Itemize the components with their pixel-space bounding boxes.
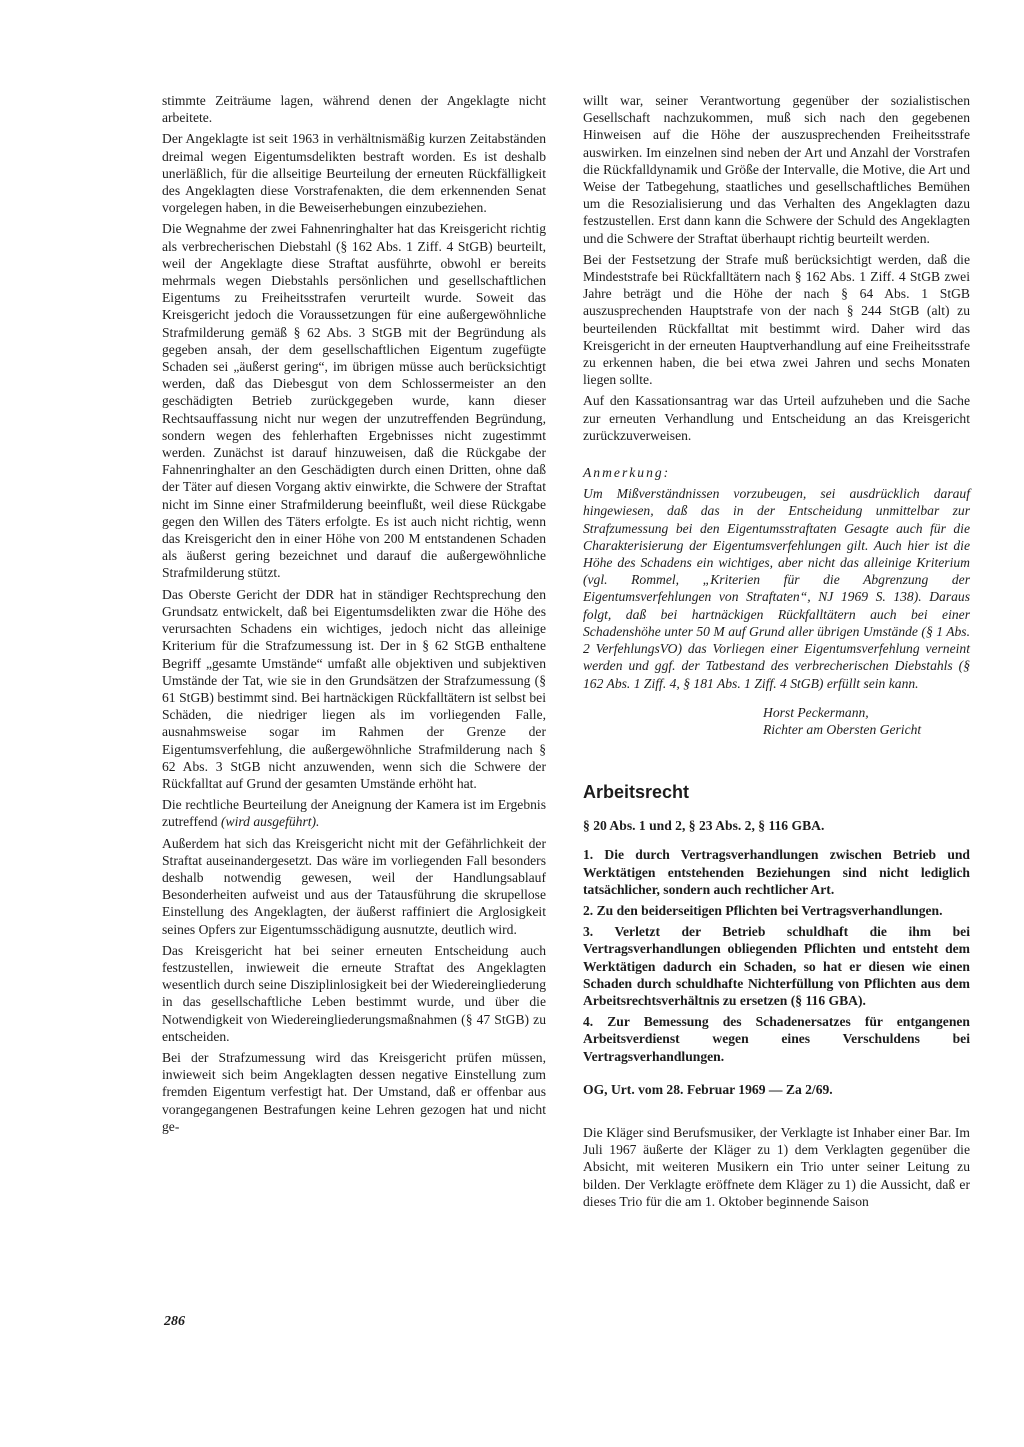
section-title: Arbeitsrecht [583, 782, 690, 803]
signature [583, 704, 970, 738]
headnotes [583, 846, 970, 1064]
paragraph: Auf den Kassationsantrag war das Urteil aufzuheben und die Sache zur erneuten Verhandlung und Entscheidung an das Kreisgericht zurückzuverweisen. [583, 393, 970, 443]
headnote: 4. Zur Bemessung des Schadenersatzes für entgangenen Arbeitsverdienst wegen eines Verschuldens bei Vertragsverhandlungen. [583, 1014, 970, 1064]
annotation-block [583, 464, 970, 738]
paragraph: Bei der Strafzumessung wird das Kreisgericht prüfen müssen, inwieweit sich beim Angeklagten dessen negative Einstellung zum fremden Eigentum verfestigt hat. Der Umstand, daß er offenbar aus vorangegangenen Bestrafungen keine Lehren gezogen hat und nicht ge- [162, 1049, 546, 1134]
paragraph: Der Angeklagte ist seit 1963 in verhältnismäßig kurzen Zeitabständen dreimal wegen Eigentumsdelikten bestraft worden. Es ist deshalb unerläßlich, für die allseitige Beurteilung der erneuten Rückfälligkeit des Angeklagten diese Vorstrafenakten, die dem erkennenden Senat vorgelegen haben, in die Beweiserhebungen einzubeziehen. [162, 131, 546, 216]
paragraph: Außerdem hat sich das Kreisgericht nicht mit der Gefährlichkeit der Straftat auseinandergesetzt. Das wäre im vorliegenden Fall besonders deshalb notwendig gewesen, weil der Handlungsablauf Besonderheiten aufweist und aus der Tatausführung die skrupellose Einstellung des Angeklagten, der äußerst raffiniert die Arglosigkeit seines Opfers zur Eigentumsschädigung ausnutzte, deutlich wird. [162, 835, 546, 937]
annotation-text: Um Mißverständnissen vorzubeugen, sei ausdrücklich darauf hingewiesen, daß das in der Entscheidung unmittelbar zur Strafzumessung bei den Eigentumsstraftaten Gesagte auch für die Charakterisierung der Eigentumsverfehlungen gilt. Auch hier ist die Höhe des Schadens ein wichtiges, aber nicht das alleinige Kriterium (vgl. Rommel, „Kriterien für die Abgrenzung der Eigentumsverfehlungen von Straftaten“, NJ 1969 S. 138). Daraus folgt, daß bei hartnäckigen Rückfalltätern auch bei einer Schadenshöhe unter 50 M auf Grund aller übrigen Umstände (§ 1 Abs. 2 VerfehlungsVO) das Vorliegen einer Eigentumsverfehlung verneint werden und ggf. der Tatbestand des verbrecherischen Diebstahls (§ 162 Abs. 1 Ziff. 4, § 181 Abs. 1 Ziff. 4 StGB) erfüllt sein kann. [583, 486, 970, 691]
right-column [583, 92, 970, 1214]
headnote: 3. Verletzt der Betrieb schuldhaft die ihm bei Vertragsverhandlungen obliegenden Pflichten und entsteht dem Werktätigen dadurch ein Schaden, so hat er diesen wie einen Schaden durch schuldhafte Nichterfüllung von Pflichten aus dem Arbeitsrechtsverhältnis zu ersetzen (§ 116 GBA). [583, 924, 970, 1008]
page-number: 286 [164, 1314, 185, 1329]
paragraph: Die Wegnahme der zwei Fahnenringhalter hat das Kreisgericht richtig als verbrecherischen Diebstahl (§ 162 Abs. 1 Ziff. 4 StGB) beurteilt, weil der Angeklagte diese Straftat ausführte, obwohl er bereits mehrmals wegen Diebstahls persönlichen und gesellschaftlichen Eigentums zu Freiheitsstrafen verurteilt wurde. Soweit das Kreisgericht jedoch die Voraussetzungen für eine außergewöhnliche Strafmilderung gemäß § 62 Abs. 3 StGB mit der Begründung als gegeben ansah, der dem gesellschaftlichen Eigentum zugefügte Schaden sei „äußerst gering“, im übrigen müsse auch berücksichtigt werden, daß das Diebesgut von dem Schlossermeister an den geschädigten Betrieb zurückgegeben wurde, kann dieser Rechtsauffassung nicht nur wegen der unzutreffenden Begründung, sondern wegen des fehlerhaften Ergebnisses nicht zugestimmt werden. Zunächst ist darauf hinzuweisen, daß die Rückgabe der Fahnenringhalter an den Geschädigten durch einen Dritten, ohne daß der Täter auf diesen Vorgang aktiv einwirkte, die Schwere der Straftat nicht im Sinne einer Strafmilderung beeinflußt, weil diese Rückgabe gegen den Willen des Täters erfolgte. Es ist auch nicht richtig, wenn das Kreisgericht den in einer Höhe von 200 M entstandenen Schaden als äußerst gering bezeichnet und darauf die außergewöhnliche Strafmilderung stützt. [162, 221, 546, 581]
paragraph-text: Die rechtliche Beurteilung der Aneignung der Kamera ist im Ergebnis zutreffend [162, 797, 546, 830]
paragraph: willt war, seiner Verantwortung gegenüber der sozialistischen Gesellschaft nachzukommen, muß sich nach den gegebenen Hinweisen auf die Höhe der auszusprechenden Freiheitsstrafe auswirken. Im einzelnen sind neben der Art und Anzahl der Vorstrafen die Rückfalldynamik und Größe der Intervalle, die Motive, die Art und Weise der Tatbegehung, staatliches und gesellschaftliches Bemühen um die Resozialisierung und das Verhalten des Angeklagten dazu festzustellen. Erst dann kann die Schwere der Schuld des Angeklagten und die Schwere der Straftat überhaupt richtig beurteilt werden. [583, 93, 970, 246]
paragraph: Bei der Festsetzung der Strafe muß berücksichtigt werden, daß die Mindeststrafe bei Rückfalltätern nach § 162 Abs. 1 Ziff. 4 StGB zwei Jahre beträgt und die Höhe der nach § 64 Abs. 1 StGB auszusprechenden Hauptstrafe von der nach § 244 StGB (alt) zu beurteilenden Rückfalltat mit bestimmt wird. Daher wird das Kreisgericht in der erneuten Hauptverhandlung auf eine Freiheitsstrafe zu erkennen haben, die bei etwa zwei Jahren und sechs Monaten liegen sollte. [583, 251, 970, 388]
paragraph: Das Kreisgericht hat bei seiner erneuten Entscheidung auch festzustellen, inwieweit die erneute Straftat des Angeklagten wesentlich durch seine Disziplinlosigkeit bei der Wiedereingliederung in das gesellschaftliche Leben bestimmt wurde, und über die Notwendigkeit von Wiedereingliederungsmaßnahmen (§ 47 StGB) zu entscheiden. [162, 942, 546, 1044]
paragraph-remark: (wird ausgeführt). [221, 814, 320, 830]
legal-norms: § 20 Abs. 1 und 2, § 23 Abs. 2, § 116 GBA. [583, 818, 825, 834]
headnote: 2. Zu den beiderseitigen Pflichten bei Vertragsverhandlungen. [583, 902, 943, 918]
left-column [162, 92, 546, 1139]
paragraph: Das Oberste Gericht der DDR hat in ständiger Rechtsprechung den Grundsatz entwickelt, daß bei Eigentumsdelikten zwar die Höhe des verursachten Schadens ein wichtiges, jedoch nicht das alleinige Kriterium für die Strafzumessung ist. Der in § 62 StGB enthaltene Begriff „gesamte Umstände“ umfaßt alle objektiven und subjektiven Umstände der Tat, wie sie in den Grundsätzen der Strafzumessung (§ 61 StGB) bestimmt sind. Bei hartnäckigen Rückfalltätern ist selbst bei Schäden, die niedriger liegen als im vorliegenden Falle, ausnahmsweise sogar im Rahmen der Grenze der Eigentumsverfehlung, die außergewöhnliche Strafmilderung nach § 62 Abs. 3 StGB nicht anzuwenden, wenn sich die Schwere der Rückfalltat auf Grund der gesamten Umstände erhöht hat. [162, 586, 546, 791]
signature-name: Horst Peckermann, [763, 704, 869, 720]
paragraph: stimmte Zeiträume lagen, während denen der Angeklagte nicht arbeitete. [162, 93, 546, 126]
headnote: 1. Die durch Vertragsverhandlungen zwischen Betrieb und Werktätigen entstehenden Beziehungen sind nicht lediglich tatsächlicher, sondern auch rechtlicher Art. [583, 847, 970, 897]
case-body: Die Kläger sind Berufsmusiker, der Verklagte ist Inhaber einer Bar. Im Juli 1967 äußerte der Kläger zu 1) dem Verklagten gegenüber die Absicht, mit weiteren Musikern ein Trio unter seiner Leitung zu bilden. Der Verklagte eröffnete dem Kläger zu 1) die Aussicht, daß er dieses Trio für die am 1. Oktober beginnende Saison [583, 1124, 970, 1209]
annotation-label: Anmerkung: [583, 465, 671, 481]
signature-role: Richter am Obersten Gericht [763, 721, 922, 737]
paragraph [162, 796, 546, 830]
case-reference: OG, Urt. vom 28. Februar 1969 — Za 2/69. [583, 1081, 833, 1097]
